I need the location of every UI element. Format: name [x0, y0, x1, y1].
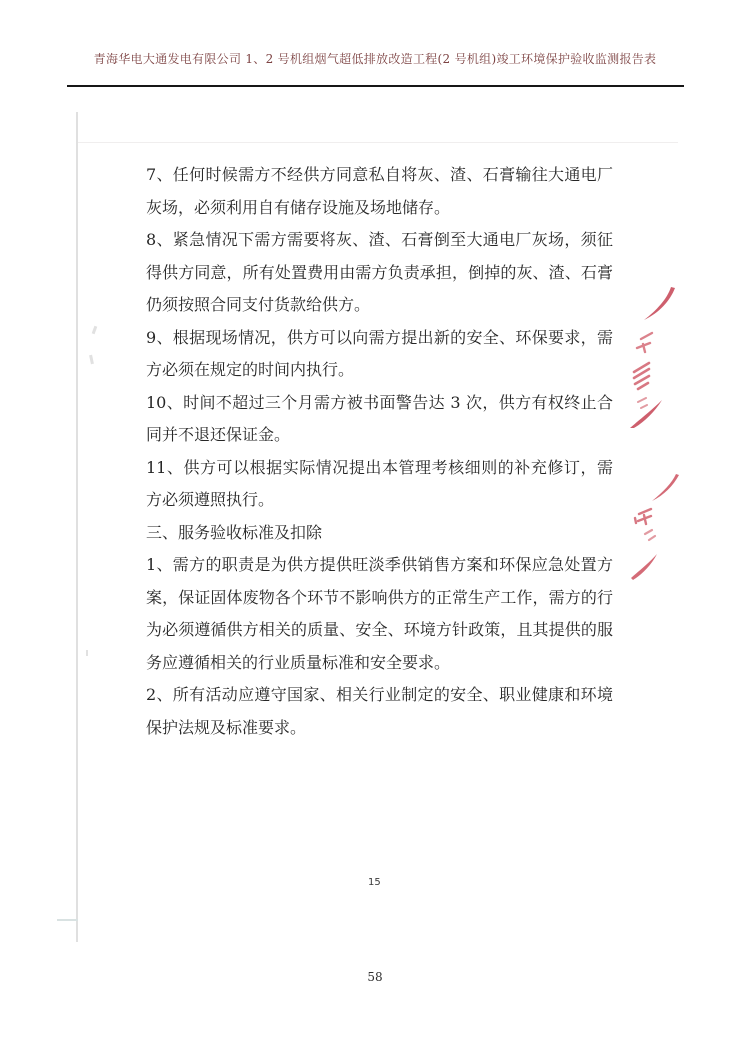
clause-8: 8、紧急情况下需方需要将灰、渣、石膏倒至大通电厂灰场，须征得供方同意，所有处置费用由需方负责承担，倒掉的灰、渣、石膏仍须按照合同支付货款给供方。 [146, 230, 613, 314]
document-body [146, 159, 613, 744]
scan-speck [86, 650, 88, 656]
scan-page-edge-vertical [76, 112, 78, 942]
red-seal-fragment-icon [629, 474, 681, 580]
inner-page-number: 15 [368, 877, 381, 888]
clause-7: 7、任何时候需方不经供方同意私自将灰、渣、石膏输往大通电厂灰场，必须利用自有储存设施及场地储存。 [146, 165, 613, 217]
clause-11: 11、供方可以根据实际情况提出本管理考核细则的补充修订，需方必须遵照执行。 [146, 457, 613, 509]
scan-speck [92, 326, 98, 335]
document-header-title: 青海华电大通发电有限公司 1、2 号机组烟气超低排放改造工程(2 号机组)竣工环境保护验收监测报告表 [93, 52, 657, 66]
red-seal-fragment-icon [629, 287, 677, 428]
header-rule [67, 85, 684, 87]
clause-9: 9、根据现场情况，供方可以向需方提出新的安全、环保要求，需方必须在规定的时间内执行。 [146, 327, 613, 379]
page-number: 58 [367, 970, 383, 984]
scan-crop-mark [57, 919, 78, 921]
clause-3-1: 1、需方的职责是为供方提供旺淡季供销售方案和环保应急处置方案，保证固体废物各个环节不影响供方的正常生产工作，需方的行为必须遵循供方相关的质量、安全、环境方针政策，且其提供的服务应遵循相关的行业质量标准和安全要求。 [146, 555, 613, 672]
clause-10: 10、时间不超过三个月需方被书面警告达 3 次，供方有权终止合同并不退还保证金。 [146, 392, 613, 444]
section-heading-3: 三、服务验收标准及扣除 [146, 522, 323, 542]
scan-page-edge-horizontal [78, 142, 678, 143]
scan-speck [89, 355, 94, 364]
clause-3-2: 2、所有活动应遵守国家、相关行业制定的安全、职业健康和环境保护法规及标准要求。 [146, 685, 613, 737]
